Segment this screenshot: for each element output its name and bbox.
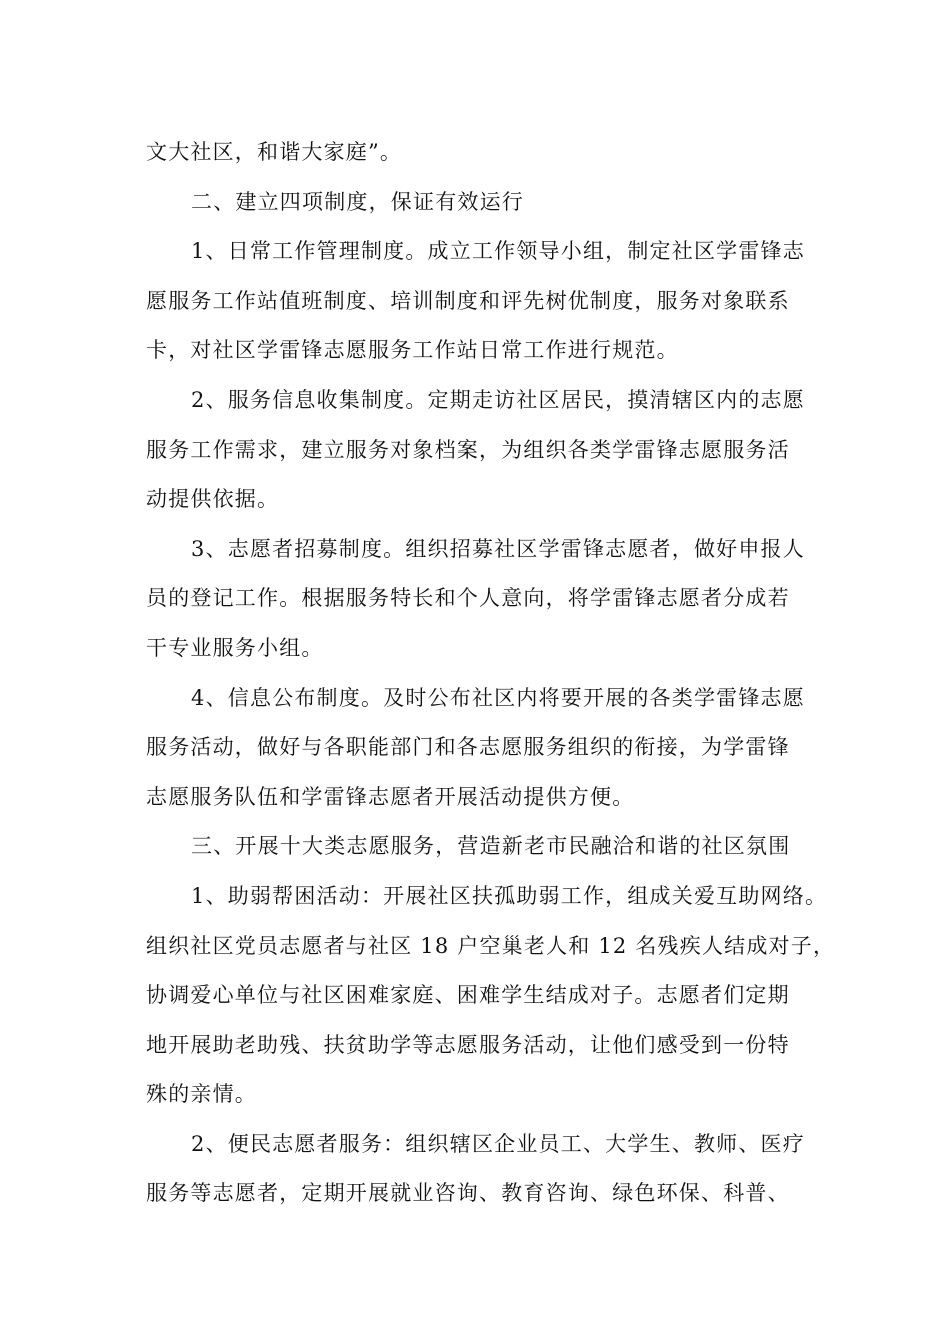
document-body xyxy=(146,128,836,1219)
text-line: 服务工作需求，建立服务对象档案，为组织各类学雷锋志愿服务活 xyxy=(146,437,790,462)
text-line: 组织社区党员志愿者与社区 18 户空巢老人和 12 名残疾人结成对子， xyxy=(146,933,836,958)
text-line: 服务活动，做好与各职能部门和各志愿服务组织的衔接，为学雷锋 xyxy=(146,735,790,760)
text-line: 卡，对社区学雷锋志愿服务工作站日常工作进行规范。 xyxy=(146,338,679,363)
text-line: 员的登记工作。根据服务特长和个人意向，将学雷锋志愿者分成若 xyxy=(146,586,790,611)
text-line: 愿服务工作站值班制度、培训制度和评先树优制度，服务对象联系 xyxy=(146,288,790,313)
text-line: 协调爱心单位与社区困难家庭、困难学生结成对子。志愿者们定期 xyxy=(146,983,790,1008)
text-line: 动提供依据。 xyxy=(146,487,280,512)
text-line: 2、便民志愿者服务：组织辖区企业员工、大学生、教师、医疗 xyxy=(191,1131,805,1156)
text-line: 3、志愿者招募制度。组织招募社区学雷锋志愿者，做好申报人 xyxy=(191,536,805,561)
section-heading: 三、开展十大类志愿服务，营造新老市民融洽和谐的社区氛围 xyxy=(191,834,791,859)
text-line: 志愿服务队伍和学雷锋志愿者开展活动提供方便。 xyxy=(146,784,635,809)
text-line: 文大社区，和谐大家庭”。 xyxy=(146,140,403,164)
text-line: 地开展助老助残、扶贫助学等志愿服务活动，让他们感受到一份特 xyxy=(146,1032,790,1057)
section-heading: 二、建立四项制度，保证有效运行 xyxy=(191,189,524,214)
text-line: 服务等志愿者，定期开展就业咨询、教育咨询、绿色环保、科普、 xyxy=(146,1181,790,1206)
text-line: 2、服务信息收集制度。定期走访社区居民，摸清辖区内的志愿 xyxy=(191,387,805,412)
text-line: 1、助弱帮困活动：开展社区扶孤助弱工作，组成关爱互助网络。 xyxy=(191,883,828,908)
text-line: 殊的亲情。 xyxy=(146,1082,257,1107)
text-line: 4、信息公布制度。及时公布社区内将要开展的各类学雷锋志愿 xyxy=(191,685,805,710)
text-line: 1、日常工作管理制度。成立工作领导小组，制定社区学雷锋志 xyxy=(191,239,805,264)
text-line: 干专业服务小组。 xyxy=(146,635,324,660)
